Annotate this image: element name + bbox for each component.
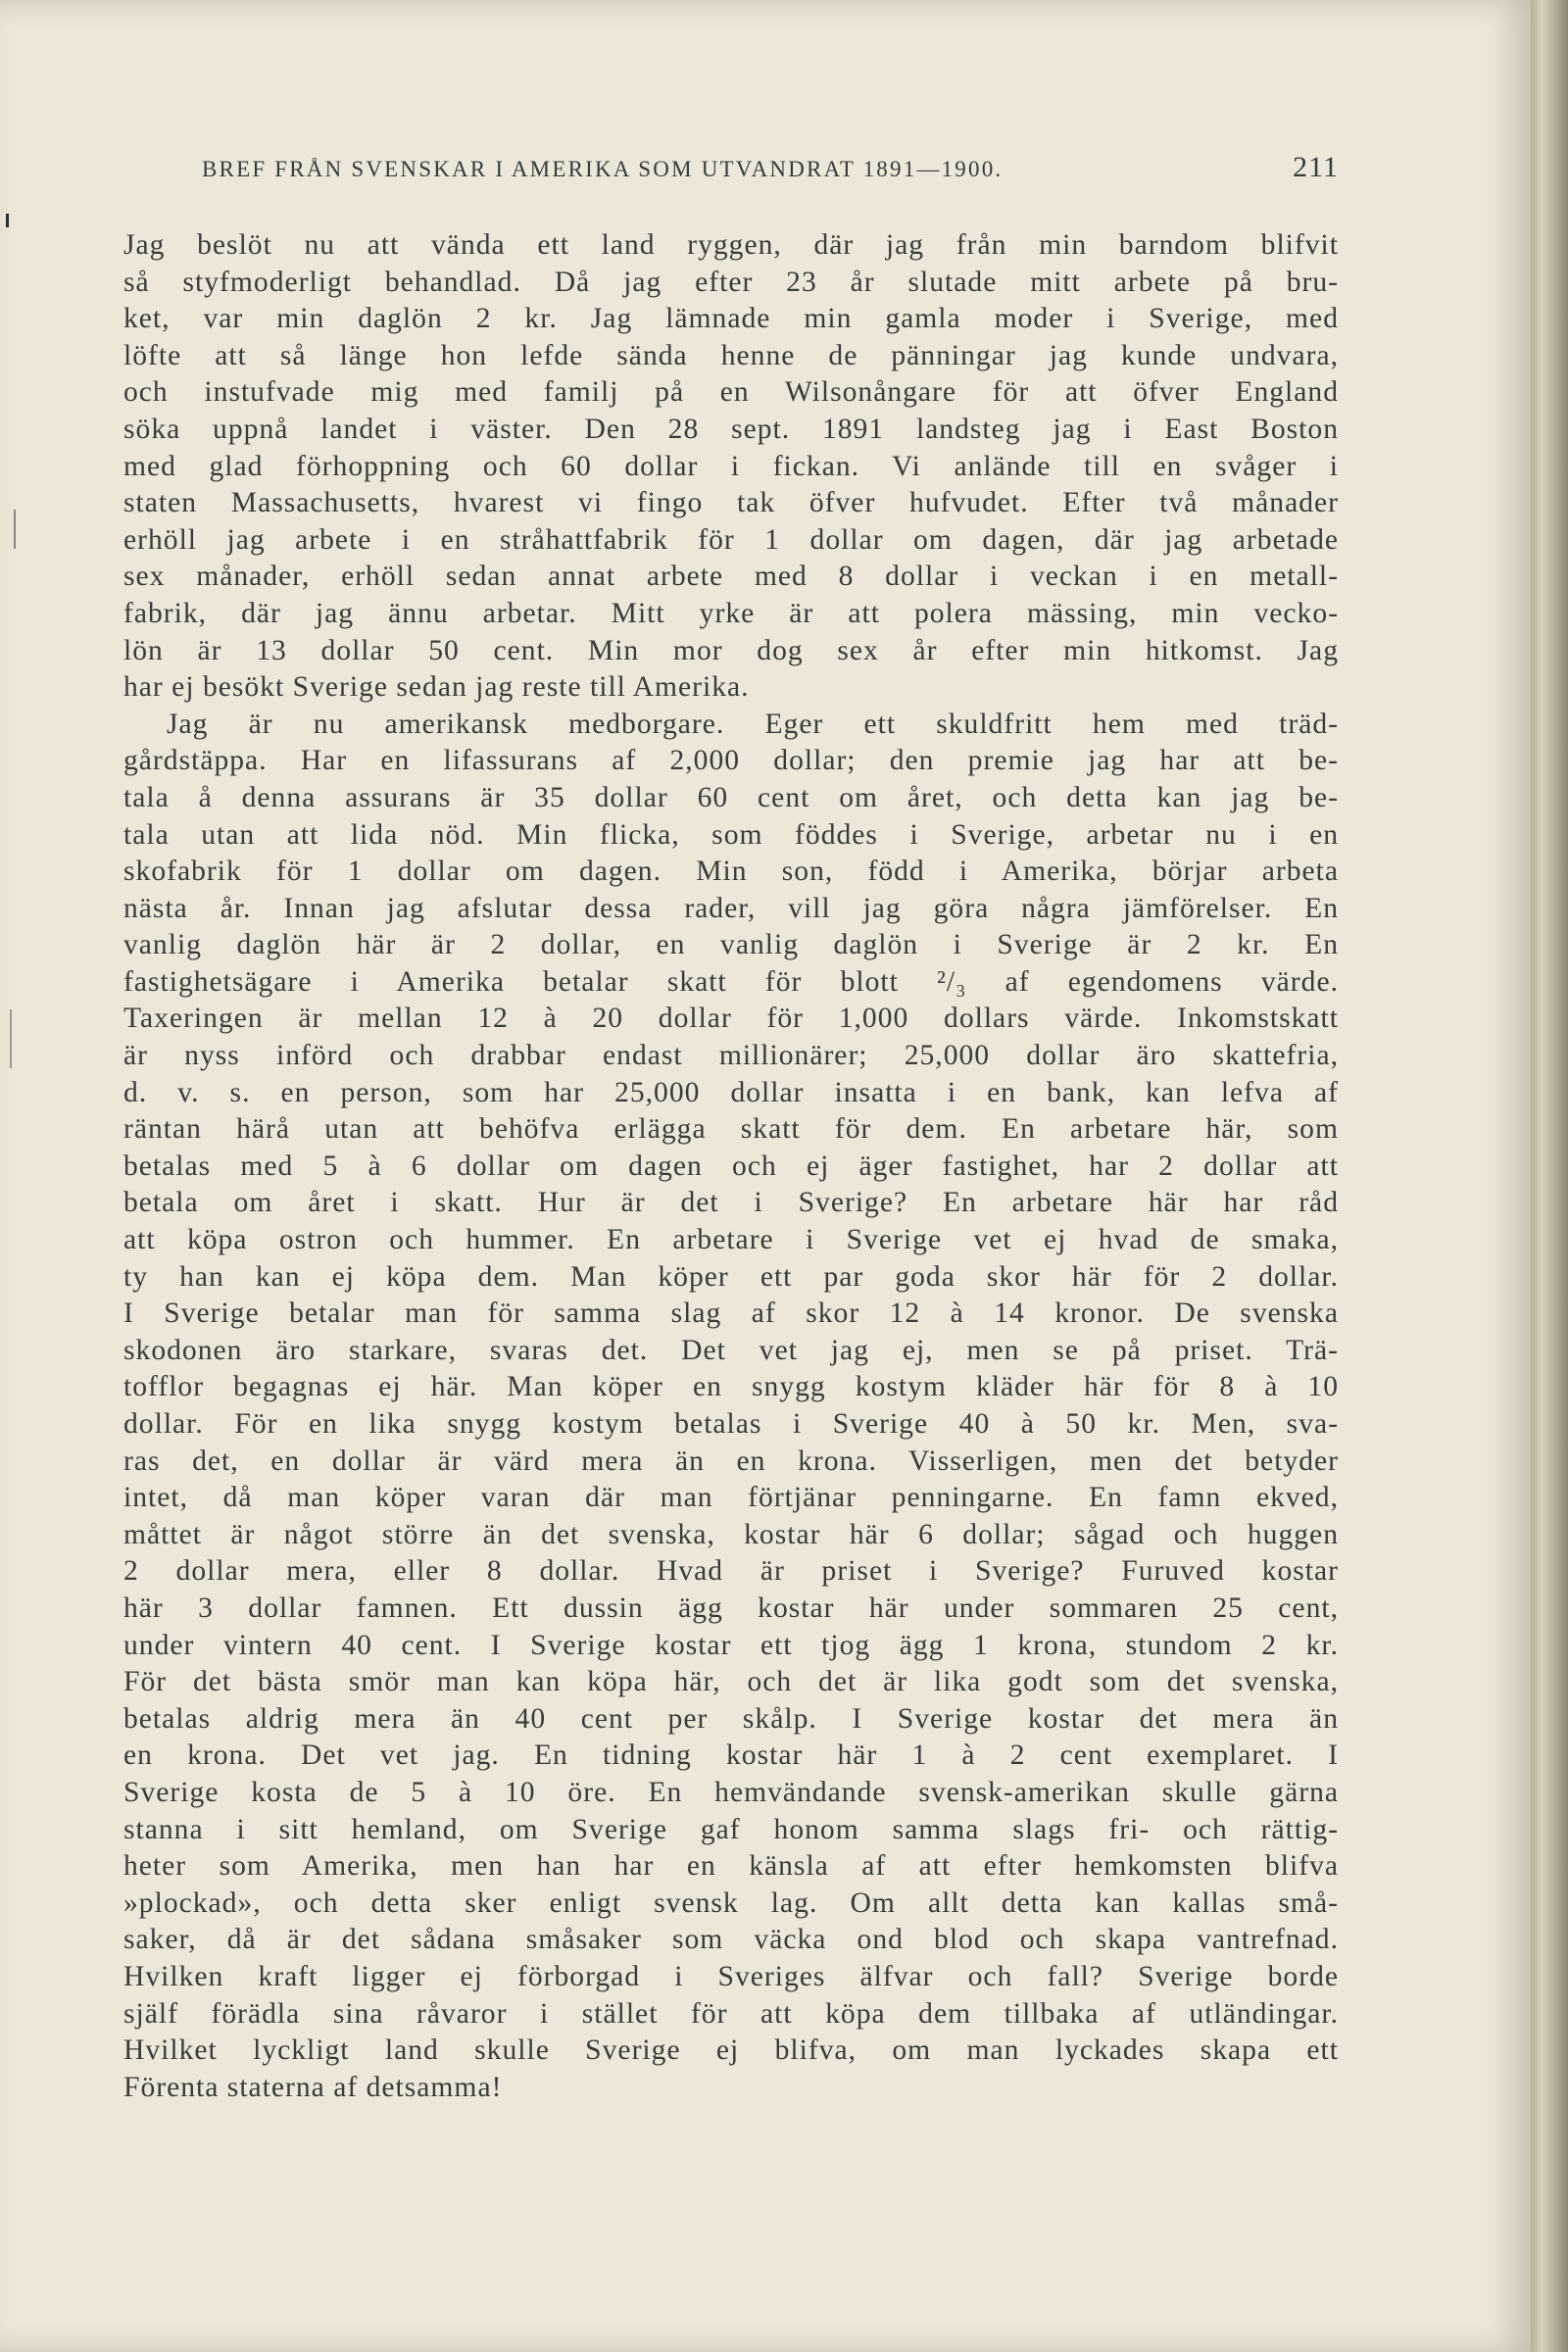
margin-mark [10,1009,12,1068]
running-head: BREF FRÅN SVENSKAR I AMERIKA SOM UTVANDRAT 1891—1900. [202,157,1004,181]
text-line: betalas med 5 à 6 dollar om dagen och ej äger fastighet, har 2 dollar att [123,1150,1339,1182]
margin-mark [6,214,9,227]
text-line: ket, var min daglön 2 kr. Jag lämnade min gamla moder i Sverige, med [123,303,1339,335]
text-line: har ej besökt Sverige sedan jag reste till Amerika. [123,671,750,704]
text-line: fabrik, där jag ännu arbetar. Mitt yrke är att polera mässing, min vecko- [123,597,1339,629]
text-line: är nyss införd och drabbar endast millionärer; 25,000 dollar äro skattefria, [123,1040,1339,1072]
text-line: skofabrik för 1 dollar om dagen. Min son, född i Amerika, börjar arbeta [123,856,1339,888]
text-line: betala om året i skatt. Hur är det i Sverige? En arbetare här har råd [123,1187,1339,1219]
margin-mark [14,510,16,549]
text-line: här 3 dollar famnen. Ett dussin ägg kostar här under sommaren 25 cent, [123,1592,1339,1624]
text-line: gårdstäppa. Har en lifassurans af 2,000 dollar; den premie jag har att be- [123,745,1339,777]
text-line: med glad förhoppning och 60 dollar i fickan. Vi anlände till en svåger i [123,450,1339,482]
text-line: betalas aldrig mera än 40 cent per skålp. I Sverige kostar det mera än [123,1702,1339,1735]
text-line: »plockad», och detta sker enligt svensk lag. Om allt detta kan kallas små- [123,1886,1339,1919]
page-header [202,151,1339,196]
text-line: staten Massachusetts, hvarest vi fingo tak öfver hufvudet. Efter två månader [123,487,1339,519]
book-spine [1531,0,1568,2352]
text-line: intet, då man köper varan där man förtjänar penningarne. En famn ekved, [123,1482,1339,1514]
text-line: lön är 13 dollar 50 cent. Min mor dog sex år efter min hitkomst. Jag [123,634,1339,666]
text-line: d. v. s. en person, som har 25,000 dollar insatta i en bank, kan lefva af [123,1076,1339,1108]
text-line: Förenta staterna af detsamma! [123,2071,503,2103]
body-text [123,227,1339,2106]
text-line: så styfmoderligt behandlad. Då jag efter 23 år slutade mitt arbete på bru- [123,266,1339,298]
text-line: För det bästa smör man kan köpa här, och det är lika godt som det svenska, [123,1666,1339,1698]
text-line: erhöll jag arbete i en stråhattfabrik för 1 dollar om dagen, där jag arbetade [123,523,1339,556]
text-line: Hvilken kraft ligger ej förborgad i Sveriges älfvar och fall? Sverige borde [123,1960,1339,1992]
text-line: Hvilket lyckligt land skulle Sverige ej blifva, om man lyckades skapa ett [123,2034,1339,2067]
text-line: skodonen äro starkare, svaras det. Det vet jag ej, men se på priset. Trä- [123,1334,1339,1366]
text-line: Taxeringen är mellan 12 à 20 dollar för 1,000 dollars värde. Inkomstskatt [123,1003,1339,1035]
text-line: Jag är nu amerikansk medborgare. Eger ett skuldfritt hem med träd- [167,708,1339,740]
text-line: fastighetsägare i Amerika betalar skatt för blott ²/₃ af egendomens värde. [123,965,1339,998]
text-line: saker, då är det sådana småsaker som väcka ond blod och skapa vantrefnad. [123,1924,1339,1956]
text-line: ty han kan ej köpa dem. Man köper ett par goda skor här för 2 dollar. [123,1260,1339,1293]
text-line: måttet är något större än det svenska, kostar här 6 dollar; sågad och huggen [123,1518,1339,1550]
text-line: att köpa ostron och hummer. En arbetare i Sverige vet ej hvad de smaka, [123,1224,1339,1256]
text-line: nästa år. Innan jag afslutar dessa rader, vill jag göra några jämförelser. En [123,892,1339,924]
text-line: tala å denna assurans är 35 dollar 60 cent om året, och detta kan jag be- [123,781,1339,813]
text-line: söka uppnå landet i väster. Den 28 sept. 1891 landsteg jag i East Boston [123,413,1339,445]
text-line: själf förädla sina råvaror i stället för att köpa dem tillbaka af utländingar. [123,1997,1339,2030]
text-line: Sverige kosta de 5 à 10 öre. En hemvändande svensk-amerikan skulle gärna [123,1776,1339,1808]
text-line: heter som Amerika, men han har en känsla af att efter hemkomsten blifva [123,1850,1339,1883]
text-line: sex månader, erhöll sedan annat arbete med 8 dollar i veckan i en metall- [123,561,1339,593]
text-line: tofflor begagnas ej här. Man köper en snygg kostym kläder här för 8 à 10 [123,1371,1339,1403]
text-line: Jag beslöt nu att vända ett land ryggen, där jag från min barndom blifvit [123,229,1339,261]
text-line: vanlig daglön här är 2 dollar, en vanlig daglön i Sverige är 2 kr. En [123,929,1339,961]
text-line: tala utan att lida nöd. Min flicka, som föddes i Sverige, arbetar nu i en [123,818,1339,851]
text-line: ras det, en dollar är värd mera än en krona. Visserligen, men det betyder [123,1445,1339,1477]
text-line: under vintern 40 cent. I Sverige kostar ett tjog ägg 1 krona, stundom 2 kr. [123,1629,1339,1661]
text-line: I Sverige betalar man för samma slag af skor 12 à 14 kronor. De svenska [123,1298,1339,1330]
text-line: dollar. För en lika snygg kostym betalas i Sverige 40 à 50 kr. Men, sva- [123,1408,1339,1440]
text-line: och instufvade mig med familj på en Wilsonångare för att öfver England [123,376,1339,409]
text-line: en krona. Det vet jag. En tidning kostar här 1 à 2 cent exemplaret. I [123,1740,1339,1772]
text-line: löfte att så länge hon lefde sända henne de pänningar jag kunde undvara, [123,339,1339,371]
text-line: 2 dollar mera, eller 8 dollar. Hvad är priset i Sverige? Furuved kostar [123,1555,1339,1588]
page-number: 211 [1293,151,1339,183]
text-line: stanna i sitt hemland, om Sverige gaf honom samma slags fri- och rättig- [123,1813,1339,1845]
text-line: räntan härå utan att behöfva erlägga skatt för dem. En arbetare här, som [123,1113,1339,1146]
